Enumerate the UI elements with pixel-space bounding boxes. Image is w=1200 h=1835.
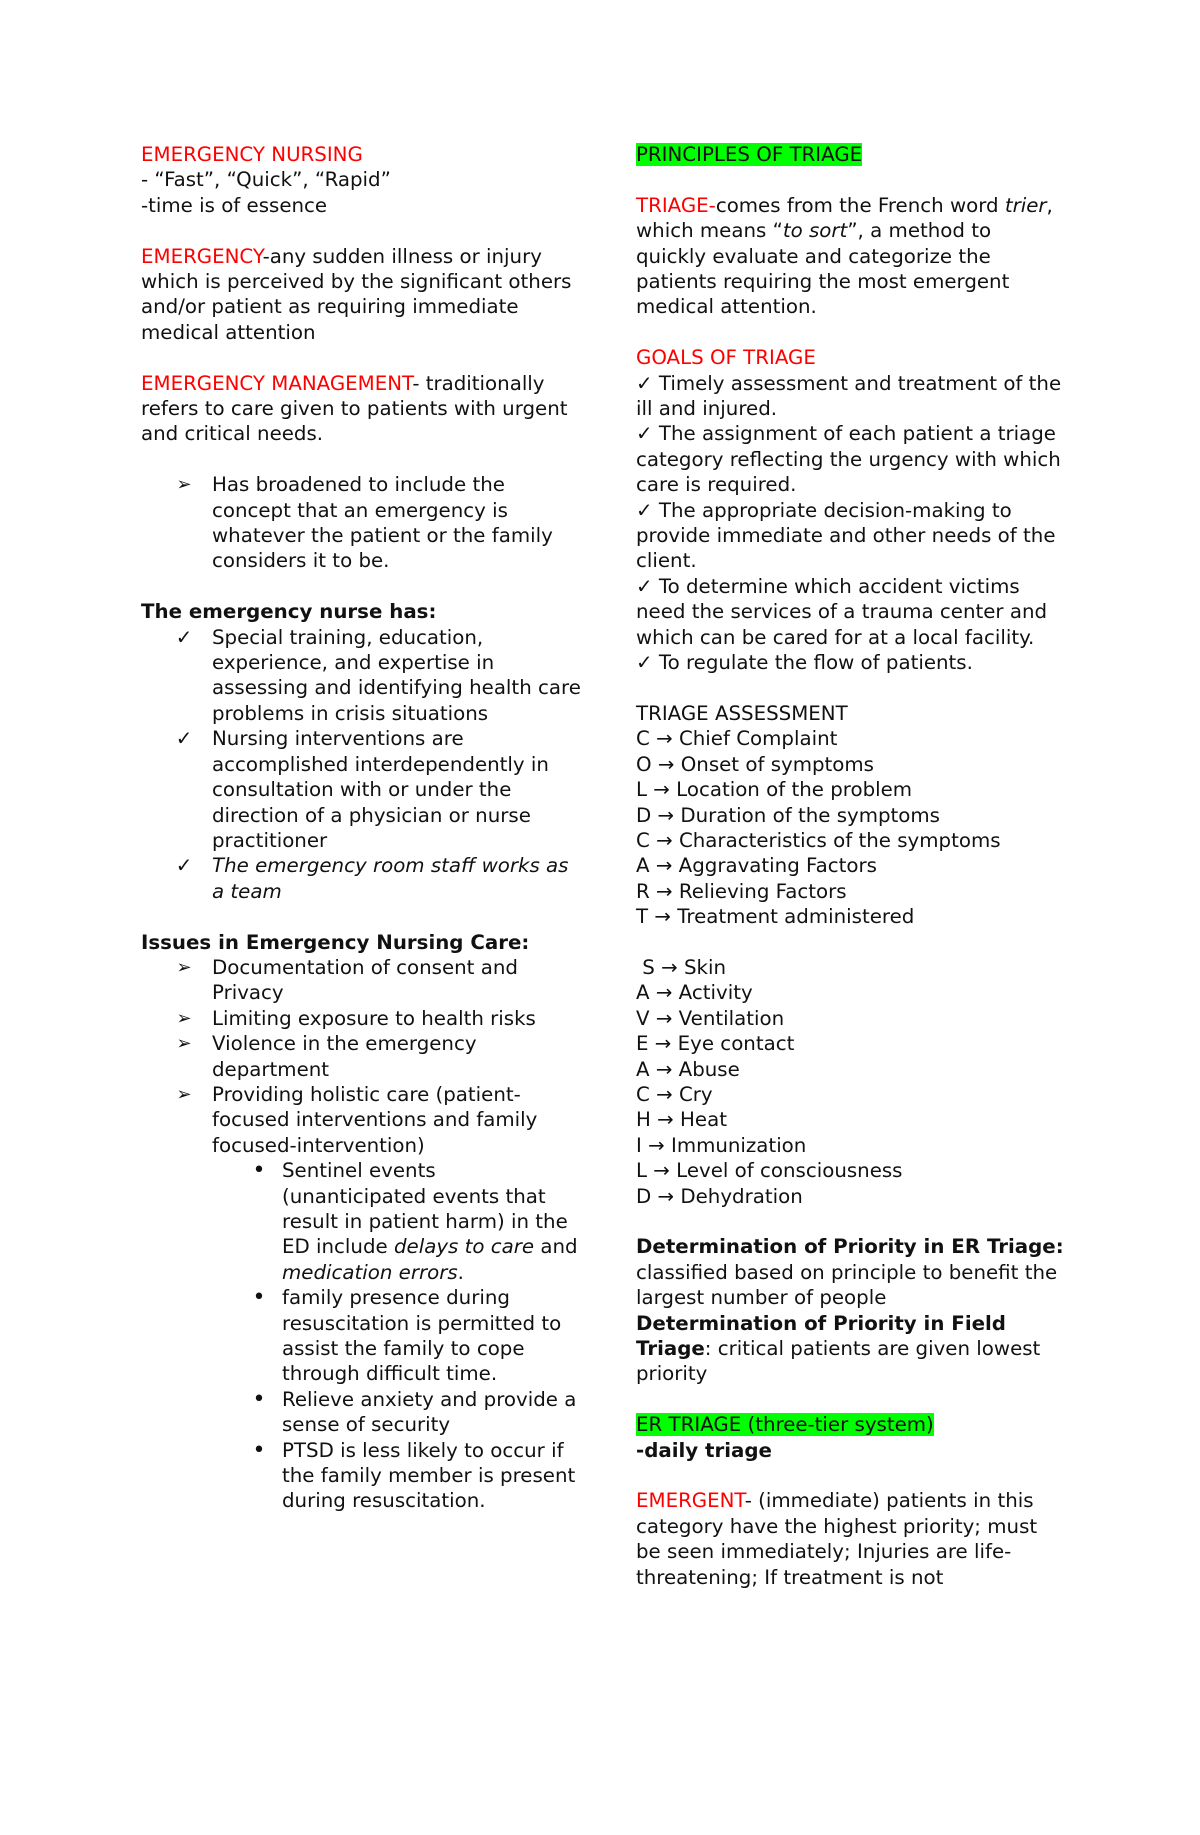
list-item: ➢ Providing holistic care (patient-focused interventions and family focused-intervention) xyxy=(141,1082,581,1158)
management-term: EMERGENCY MANAGEMENT xyxy=(141,371,413,395)
list-item: ➢ Documentation of consent and Privacy xyxy=(141,955,581,1006)
bullet-dot-icon: • xyxy=(252,1158,266,1184)
list-item: ✓ Special training, education, experience, and expertise in assessing and identifying health care problems in crisis situations xyxy=(175,625,581,725)
assessment-item: C → Cry xyxy=(636,1082,713,1106)
assessment-item: V → Ventilation xyxy=(636,1006,785,1030)
management-definition: EMERGENCY MANAGEMENT- traditionally refers to care given to patients with urgent and critical needs. xyxy=(141,371,568,446)
goal-item: ✓ To determine which accident victims need the services of a trauma center and which can be cared for at a local facility. xyxy=(636,574,1054,649)
assessment-item: E → Eye contact xyxy=(636,1032,795,1056)
goal-item: ✓ Timely assessment and treatment of the ill and injured. xyxy=(636,371,1068,421)
checkmark-icon: ✓ xyxy=(175,854,193,878)
list-item: ➢ Violence in the emergency department xyxy=(141,1031,581,1082)
title-subline: - “Fast”, “Quick”, “Rapid” xyxy=(141,168,391,192)
assessment-item: D → Dehydration xyxy=(636,1184,803,1208)
assessment-item: R → Relieving Factors xyxy=(636,879,847,903)
goals-list xyxy=(636,371,1066,676)
bullet-dot-icon: • xyxy=(252,1437,266,1463)
list-item: ✓ The emergency room staff works as a team xyxy=(175,854,569,903)
assessment-item: D → Duration of the symptoms xyxy=(636,803,940,827)
triage-term: TRIAGE- xyxy=(636,193,716,217)
assessment-item: S → Skin xyxy=(636,955,727,979)
arrow-bullet-icon: ➢ xyxy=(176,956,192,978)
goal-item: ✓ To regulate the flow of patients. xyxy=(636,651,973,675)
checkmark-icon: ✓ xyxy=(175,727,193,751)
sub-bullet-sentinel: • Sentinel events (unanticipated events that result in patient harm) in the ED include delays to care and medication errors. xyxy=(141,1158,581,1285)
list-item: • PTSD is less likely to occur if the family member is present during resuscitation. xyxy=(141,1438,581,1514)
doc-title: EMERGENCY NURSING xyxy=(141,143,363,166)
er-priority: Determination of Priority in ER Triage: classified based on principle to benefit the largest number of people xyxy=(636,1235,1064,1310)
arrow-bullet-icon: ➢ xyxy=(176,1033,192,1055)
assessment-item: L → Level of consciousness xyxy=(636,1159,903,1183)
issues-heading: Issues in Emergency Nursing Care: xyxy=(141,930,530,954)
list-item: • family presence during resuscitation is permitted to assist the family to cope through difficult time. xyxy=(141,1285,581,1387)
field-priority: Determination of Priority in Field Triage: critical patients are given lowest priority xyxy=(636,1311,1041,1386)
title-subline-2: -time is of essence xyxy=(141,193,328,217)
bullet-dot-icon: • xyxy=(252,1285,266,1311)
emergent-definition: EMERGENT- (immediate) patients in this category have the highest priority; must be seen immediately; Injuries are life-threatening; If treatment is not xyxy=(636,1489,1038,1589)
emergent-term: EMERGENT xyxy=(636,1489,745,1513)
emergency-term: EMERGENCY xyxy=(141,244,263,268)
holistic-care-sublist xyxy=(141,1158,581,1514)
assessment-item: O → Onset of symptoms xyxy=(636,752,874,776)
principles-heading: PRINCIPLES OF TRIAGE xyxy=(636,143,863,166)
assessment-item: C → Chief Complaint xyxy=(636,727,838,751)
assessment-heading: TRIAGE ASSESSMENT xyxy=(636,701,848,725)
list-item: • Relieve anxiety and provide a sense of security xyxy=(141,1387,581,1438)
issues-list xyxy=(141,955,581,1158)
list-item: ✓ Nursing interventions are accomplished interdependently in consultation with or under the direction of a physician or nurse practitioner xyxy=(175,727,549,852)
goal-item: ✓ The appropriate decision-making to provide immediate and other needs of the client. xyxy=(636,498,1062,573)
bullet-dot-icon: • xyxy=(252,1386,266,1412)
list-item: ➢ Has broadened to include the concept that an emergency is whatever the patient or the family considers it to be. xyxy=(141,472,581,574)
goal-item: ✓ The assignment of each patient a triage category reflecting the urgency with which care is required. xyxy=(636,422,1068,497)
assessment-item: A → Abuse xyxy=(636,1057,740,1081)
nurse-heading: The emergency nurse has: xyxy=(141,600,437,624)
management-bullet-list xyxy=(141,472,581,574)
assessment-item: H → Heat xyxy=(636,1108,727,1132)
assessment-item: C → Characteristics of the symptoms xyxy=(636,828,1001,852)
right-column xyxy=(636,142,1066,1590)
assessment-item: I → Immunization xyxy=(636,1133,807,1157)
arrow-bullet-icon: ➢ xyxy=(176,474,192,496)
nurse-checklist xyxy=(141,625,581,904)
assessment-item: T → Treatment administered xyxy=(636,905,915,929)
assessment-item: A → Aggravating Factors xyxy=(636,854,877,878)
arrow-bullet-icon: ➢ xyxy=(176,1007,192,1029)
list-item: ➢ Limiting exposure to health risks xyxy=(141,1006,581,1031)
assessment-item: A → Activity xyxy=(636,981,753,1005)
triage-definition: TRIAGE-comes from the French word trier, which means “to sort”, a method to quickly evaluate and categorize the patients requiring the most emergent medical attention. xyxy=(636,193,1053,319)
coldspart-list xyxy=(636,726,1066,929)
emergency-definition: EMERGENCY-any sudden illness or injury which is perceived by the significant others and/or patient as requiring immediate medical attention xyxy=(141,244,572,344)
goals-heading: GOALS OF TRIAGE xyxy=(636,346,816,370)
saveachild-list xyxy=(636,955,1066,1209)
er-triage-heading: ER TRIAGE (three-tier system) xyxy=(636,1413,934,1437)
checkmark-icon: ✓ xyxy=(175,625,193,649)
left-column xyxy=(141,142,581,1514)
arrow-bullet-icon: ➢ xyxy=(176,1083,192,1105)
assessment-item: L → Location of the problem xyxy=(636,778,913,802)
daily-triage: -daily triage xyxy=(636,1438,772,1462)
